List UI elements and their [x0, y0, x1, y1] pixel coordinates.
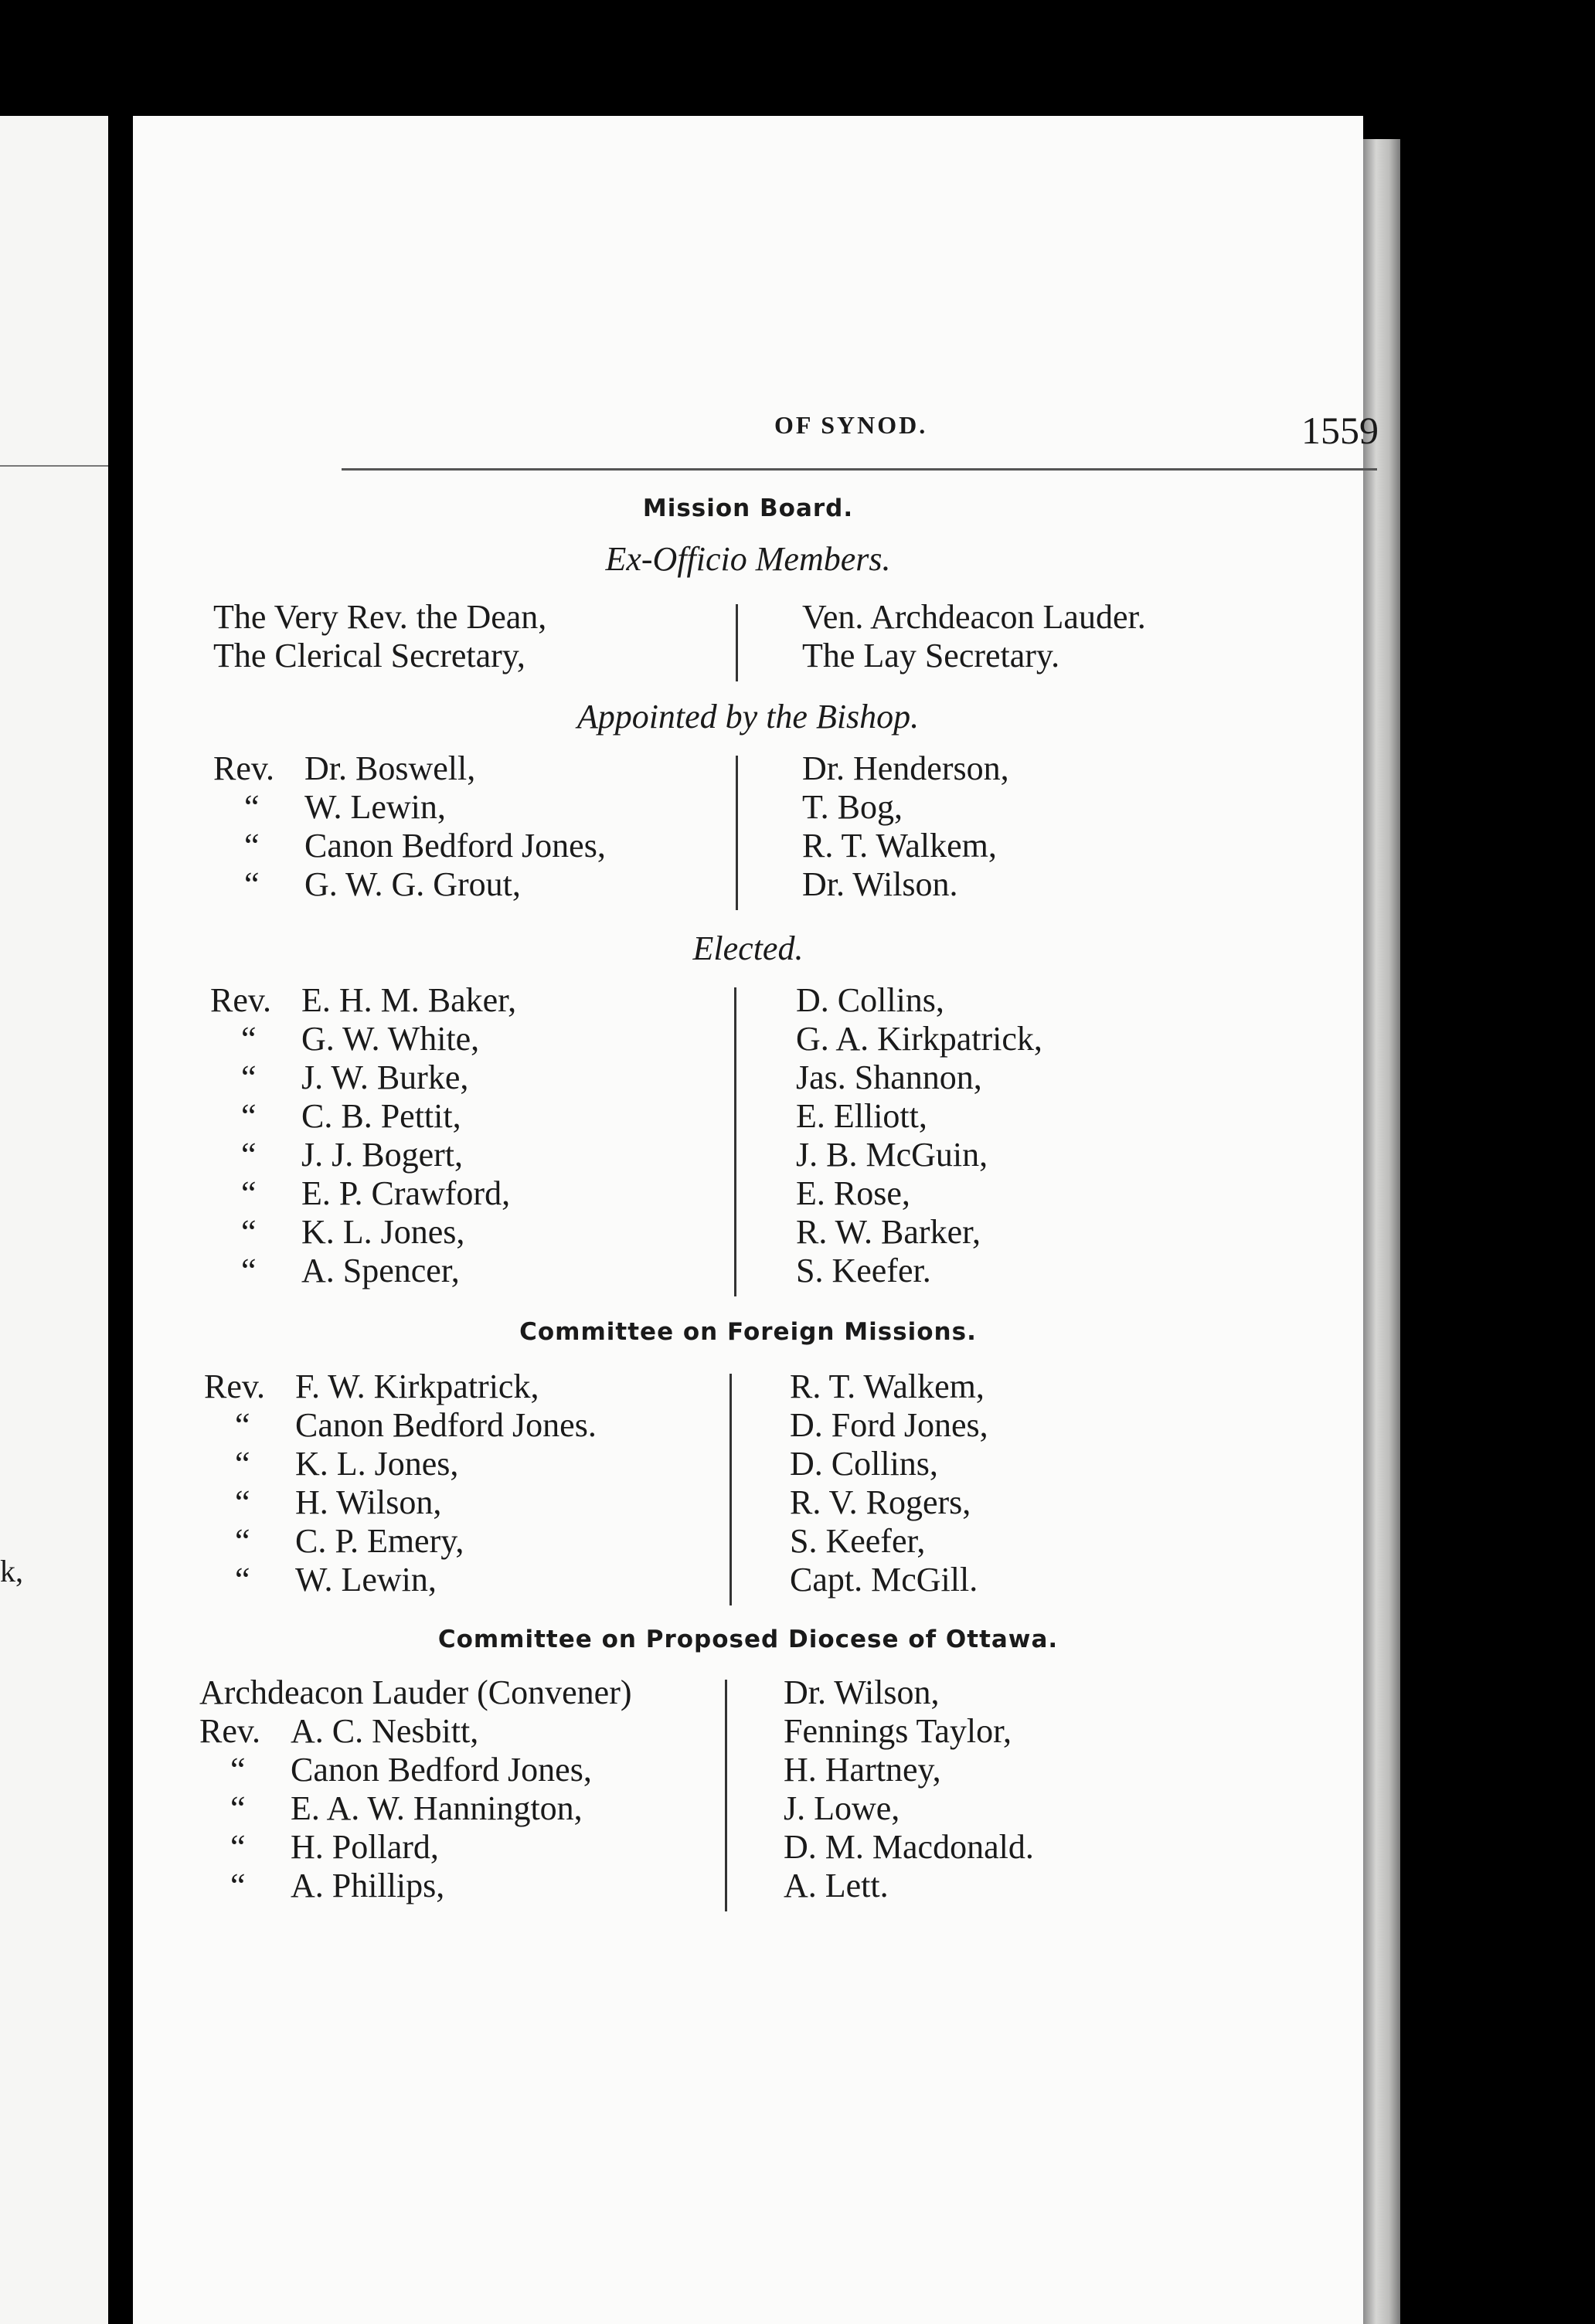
- list-item: [204, 1406, 597, 1445]
- member-name: E. A. W. Hannington,: [291, 1789, 583, 1827]
- list-item: [199, 1789, 632, 1828]
- subhead-appointed: Appointed by the Bishop.: [576, 698, 920, 736]
- header-rule: [342, 468, 1377, 471]
- member-name: K. L. Jones,: [295, 1445, 459, 1483]
- list-item: [213, 788, 606, 827]
- section-title-ottawa: Committee on Proposed Diocese of Ottawa.: [437, 1626, 1059, 1653]
- list-item: [199, 1712, 632, 1751]
- rev-prefix: Rev.: [210, 981, 272, 1019]
- list-item: [204, 1483, 597, 1522]
- member-name: W. Lewin,: [304, 788, 446, 826]
- list-item: R. T. Walkem,: [790, 1368, 985, 1405]
- foreign-missions-left-column: [204, 1368, 597, 1599]
- column-divider: [725, 1680, 727, 1911]
- ditto-mark: “: [241, 1020, 257, 1058]
- member-name: Canon Bedford Jones,: [291, 1751, 592, 1789]
- list-item: [210, 981, 516, 1020]
- ditto-mark: “: [230, 1867, 246, 1904]
- list-item: R. T. Walkem,: [802, 827, 997, 865]
- ditto-mark: “: [241, 1213, 257, 1251]
- member-name: F. W. Kirkpatrick,: [295, 1368, 539, 1405]
- list-item: Dr. Wilson.: [802, 865, 958, 903]
- member-name: G. W. G. Grout,: [304, 865, 521, 903]
- document-page: [133, 116, 1379, 2324]
- member-name: Canon Bedford Jones.: [295, 1406, 597, 1444]
- member-name: C. B. Pettit,: [301, 1097, 461, 1135]
- subhead-ex-officio: Ex-Officio Members.: [605, 540, 891, 578]
- list-item: J. Lowe,: [784, 1789, 900, 1827]
- member-name: A. C. Nesbitt,: [291, 1712, 479, 1750]
- list-item: [204, 1368, 597, 1406]
- rev-prefix: Rev.: [213, 749, 275, 787]
- facing-page: [0, 116, 108, 2324]
- list-item: [210, 1252, 516, 1290]
- appointed-left-column: [213, 749, 606, 904]
- list-item: The Lay Secretary.: [802, 637, 1060, 674]
- list-item: [213, 827, 606, 865]
- ex-officio-right-column: [802, 598, 1146, 675]
- list-item: [199, 1867, 632, 1905]
- list-item-convener: Archdeacon Lauder (Convener): [199, 1673, 632, 1711]
- member-name: K. L. Jones,: [301, 1213, 465, 1251]
- ditto-mark: “: [235, 1406, 250, 1444]
- list-item: D. M. Macdonald.: [784, 1828, 1034, 1866]
- foreign-missions-right-column: [790, 1368, 988, 1599]
- facing-page-fragment: k,: [0, 1554, 23, 1588]
- list-item: Dr. Henderson,: [802, 749, 1009, 787]
- ex-officio-left-column: [213, 598, 546, 675]
- ditto-mark: “: [241, 1174, 257, 1212]
- ottawa-left-column: [199, 1673, 632, 1905]
- ditto-mark: “: [230, 1789, 246, 1827]
- list-item: Ven. Archdeacon Lauder.: [802, 598, 1146, 636]
- list-item: T. Bog,: [802, 788, 903, 826]
- member-name: H. Pollard,: [291, 1828, 439, 1866]
- ditto-mark: “: [241, 1252, 257, 1289]
- list-item: [210, 1174, 516, 1213]
- member-name: C. P. Emery,: [295, 1522, 464, 1560]
- list-item: G. A. Kirkpatrick,: [796, 1020, 1042, 1058]
- list-item: [199, 1828, 632, 1867]
- column-divider: [736, 604, 738, 681]
- appointed-right-column: [802, 749, 1009, 904]
- list-item: [204, 1522, 597, 1561]
- list-item: S. Keefer.: [796, 1252, 931, 1289]
- list-item: The Very Rev. the Dean,: [213, 598, 547, 636]
- list-item: D. Collins,: [796, 981, 944, 1019]
- list-item: Fennings Taylor,: [784, 1712, 1012, 1750]
- list-item: [210, 1058, 516, 1097]
- page-edge: [1363, 139, 1400, 2324]
- member-name: Canon Bedford Jones,: [304, 827, 606, 865]
- list-item: [210, 1213, 516, 1252]
- member-name: E. H. M. Baker,: [301, 981, 517, 1019]
- ditto-mark: “: [241, 1097, 257, 1135]
- list-item: D. Ford Jones,: [790, 1406, 988, 1444]
- ditto-mark: “: [235, 1561, 250, 1599]
- rev-prefix: Rev.: [204, 1368, 266, 1405]
- list-item: E. Rose,: [796, 1174, 910, 1212]
- ditto-mark: “: [235, 1445, 250, 1483]
- member-name: E. P. Crawford,: [301, 1174, 511, 1212]
- ditto-mark: “: [244, 865, 260, 903]
- list-item: [213, 749, 606, 788]
- list-item: D. Collins,: [790, 1445, 938, 1483]
- member-name: Dr. Boswell,: [304, 749, 476, 787]
- section-title-mission-board: Mission Board.: [642, 494, 854, 522]
- list-item: E. Elliott,: [796, 1097, 927, 1135]
- ottawa-right-column: [784, 1673, 1034, 1905]
- list-item: H. Hartney,: [784, 1751, 941, 1789]
- ditto-mark: “: [235, 1522, 250, 1560]
- list-item: R. W. Barker,: [796, 1213, 981, 1251]
- member-name: J. J. Bogert,: [301, 1136, 463, 1174]
- member-name: A. Phillips,: [291, 1867, 445, 1904]
- list-item: Jas. Shannon,: [796, 1058, 982, 1096]
- member-name: W. Lewin,: [295, 1561, 437, 1599]
- list-item: [199, 1751, 632, 1789]
- subhead-elected: Elected.: [692, 929, 804, 967]
- member-name: H. Wilson,: [295, 1483, 442, 1521]
- list-item: [204, 1445, 597, 1483]
- member-name: G. W. White,: [301, 1020, 480, 1058]
- facing-page-rule: [0, 465, 108, 467]
- ditto-mark: “: [235, 1483, 250, 1521]
- rev-prefix: Rev.: [199, 1712, 261, 1750]
- list-item: J. B. McGuin,: [796, 1136, 988, 1174]
- ditto-mark: “: [230, 1751, 246, 1789]
- page-number: 1559: [1301, 409, 1379, 452]
- ditto-mark: “: [230, 1828, 246, 1866]
- section-title-foreign-missions: Committee on Foreign Missions.: [519, 1318, 977, 1346]
- list-item: The Clerical Secretary,: [213, 637, 525, 674]
- list-item: [204, 1561, 597, 1599]
- elected-left-column: [210, 981, 516, 1290]
- column-divider: [734, 987, 736, 1296]
- ditto-mark: “: [244, 788, 260, 826]
- running-header: OF SYNOD.: [774, 411, 928, 439]
- ditto-mark: “: [241, 1136, 257, 1174]
- member-name: A. Spencer,: [301, 1252, 460, 1289]
- list-item: S. Keefer,: [790, 1522, 926, 1560]
- list-item: A. Lett.: [784, 1867, 889, 1904]
- list-item: [210, 1097, 516, 1136]
- ditto-mark: “: [244, 827, 260, 865]
- list-item: [210, 1136, 516, 1174]
- column-divider: [736, 756, 738, 910]
- member-name: J. W. Burke,: [301, 1058, 469, 1096]
- column-divider: [729, 1374, 732, 1605]
- list-item: R. V. Rogers,: [790, 1483, 971, 1521]
- list-item: [213, 865, 606, 904]
- ditto-mark: “: [241, 1058, 257, 1096]
- elected-right-column: [796, 981, 1042, 1290]
- list-item: Dr. Wilson,: [784, 1673, 940, 1711]
- list-item: [210, 1020, 516, 1058]
- list-item: Capt. McGill.: [790, 1561, 978, 1599]
